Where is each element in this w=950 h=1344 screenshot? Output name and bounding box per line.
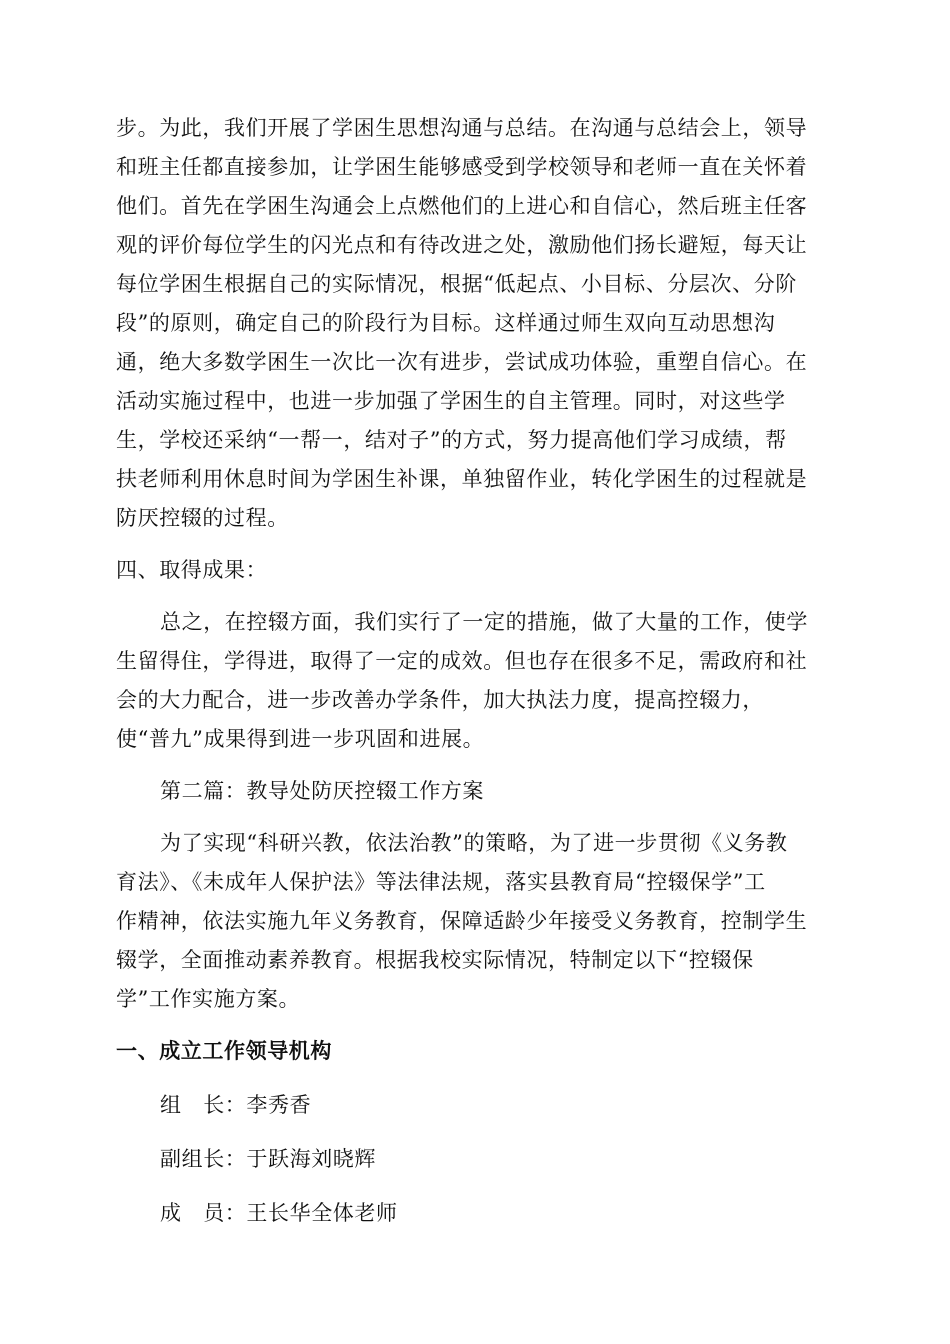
paragraph-1-line: 和班主任都直接参加，让学困生能够感受到学校领导和老师一直在关怀着 <box>116 155 808 179</box>
paragraph-1-line: 观的评价每位学生的闪光点和有待改进之处，激励他们扬长避短，每天让 <box>116 233 808 257</box>
paragraph-3-line: 辍学，全面推动素养教育。根据我校实际情况，特制定以下“控辍保 <box>116 948 754 972</box>
paragraph-2-line: 会的大力配合，进一步改善办学条件，加大执法力度，提高控辍力， <box>116 688 764 712</box>
results-heading: 四、取得成果： <box>116 558 268 582</box>
paragraph-1-line: 生，学校还采纳“一帮一，结对子”的方式，努力提高他们学习成绩，帮 <box>116 428 787 452</box>
paragraph-1-line: 扶老师利用休息时间为学困生补课，单独留作业，转化学困生的过程就是 <box>116 467 808 491</box>
paragraph-1-line: 每位学困生根据自己的实际情况，根据“低起点、小目标、分层次、分阶 <box>116 272 797 296</box>
paragraph-3-line: 育法》、《未成年人保护法》等法律法规，落实县教育局“控辍保学”工 <box>116 870 766 894</box>
section-heading: 一、成立工作领导机构 <box>116 1039 332 1063</box>
member-line: 成 员：王长华全体老师 <box>160 1201 398 1225</box>
paragraph-1-line: 段”的原则，确定自己的阶段行为目标。这样通过师生双向互动思想沟 <box>116 311 776 335</box>
leader-line: 组 长：李秀香 <box>160 1093 312 1117</box>
paragraph-2-line: 总之，在控辍方面，我们实行了一定的措施，做了大量的工作，使学 <box>160 610 808 634</box>
paragraph-2-line: 生留得住，学得进，取得了一定的成效。但也存在很多不足，需政府和社 <box>116 649 808 673</box>
paragraph-3-line: 为了实现“科研兴教，依法治教”的策略，为了进一步贯彻《义务教 <box>160 831 788 855</box>
paragraph-3-line: 学”工作实施方案。 <box>116 987 301 1011</box>
paragraph-2-line: 使“普九”成果得到进一步巩固和进展。 <box>116 727 485 751</box>
deputy-line: 副组长：于跃海刘晓辉 <box>160 1147 376 1171</box>
paragraph-1-line: 防厌控辍的过程。 <box>116 506 289 530</box>
chapter-title: 第二篇：教导处防厌控辍工作方案 <box>160 779 484 803</box>
paragraph-3-line: 作精神，依法实施九年义务教育，保障适龄少年接受义务教育，控制学生 <box>116 909 808 933</box>
paragraph-1-line: 活动实施过程中，也进一步加强了学困生的自主管理。同时，对这些学 <box>116 389 786 413</box>
paragraph-1-line: 通，绝大多数学困生一次比一次有进步，尝试成功体验，重塑自信心。在 <box>116 350 808 374</box>
paragraph-1-line: 他们。首先在学困生沟通会上点燃他们的上进心和自信心，然后班主任客 <box>116 194 808 218</box>
paragraph-1-line: 步。为此，我们开展了学困生思想沟通与总结。在沟通与总结会上，领导 <box>116 116 808 140</box>
